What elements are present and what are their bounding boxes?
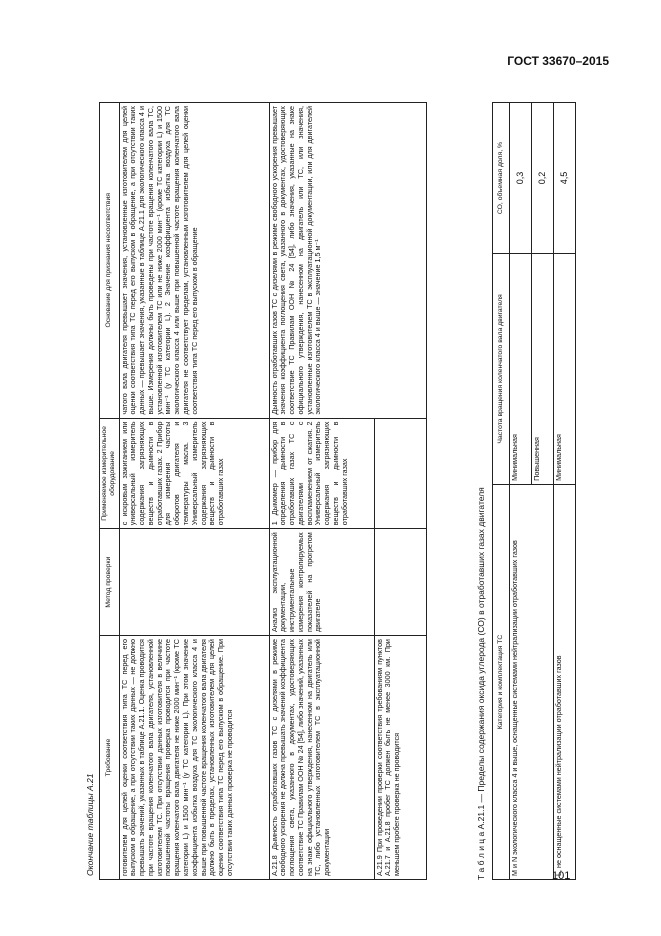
cell-method	[119, 529, 269, 636]
cell-nonconformity: чатого вала двигателя превышает значения, установленные изготовителем для целей оценки соответствия типа ТС перед его выпуском в обращение, а при отсутствии таких данных — превышает значения, указанные в таблице А.21.1 для экологического класса 4 и выше. Измерения должны быть проведены при частоте вращения коленчатого вала ТС, установленной изготовителем ТС или не ниже 2000 мин⁻¹ (кроме ТС категории L) и 1500 мин⁻¹ (у ТС категории L). 2 Значение коэффициента избытка воздуха для ТС экологического класса 4 или выше при повышенной частоте вращения коленчатого вала двигателя не соответствует пределам, установленным изготовителем для целей оценки соответствия типа ТС перед его выпуском в обращение	[119, 103, 269, 419]
table-continuation-label: Окончание таблицы А.21	[85, 773, 95, 876]
cell-nonconformity: Дымность отработавших газов ТС с дизелями в режиме свободного ускорения превышает значения коэффициента поглощения света, указанного в документах, удостоверяющих соответствие ТС Правилам ООН № 24 [54], либо значения, указанные на знаке официального утверждения, нанесенном на двигатель или ТС, или значения, установленные изготовителем ТС в эксплуатационной документации, или для двигателей экологического класса 4 и выше — значение 1,5 м⁻¹	[269, 103, 426, 419]
cell-method: Анализ эксплуатационной документации, инструментальные измерения контролируемых показателей на прогретом двигателе	[269, 529, 374, 636]
standard-designation: ГОСТ 33670–2015	[507, 54, 609, 68]
table-a21	[99, 102, 427, 880]
cell-equipment	[374, 418, 426, 529]
cell-speed: Повышенная	[532, 254, 554, 485]
page-number: 101	[552, 870, 571, 882]
cell-speed: Минимальная	[510, 254, 532, 485]
cell-category: L, не оснащенные системами нейтрализации отработавших газов	[554, 484, 576, 879]
header-category: Категория и комплектация ТС	[493, 484, 510, 879]
table-row	[269, 103, 374, 880]
table-caption: Т а б л и ц а А.21.1 — Пределы содержания оксида углерода (СО) в отработавших газах двигателя	[476, 487, 486, 880]
cell-requirement: А.21.8 Дымность отработавших газов ТС с дизелями в режиме свободного ускорения не должна превышать значений коэффициента поглощения света, указанного в документах, удостоверяющих соответствие ТС Правилам ООН № 24 [54], либо значений, указанных на знаке официального утверждения, нанесенном на двигатель или ТС, либо установленных изготовителем ТС в эксплуатационной документации	[269, 636, 374, 880]
table-row	[554, 103, 576, 880]
cell-equipment: 1 Дымомер — прибор для определения дымности в отработавших газах ТС с двигателями с воспламенением от сжатия. 2 Универсальный измеритель содержания загрязняющих веществ и дымности в отработавших газах	[269, 418, 374, 529]
cell-co: 0,3	[510, 103, 532, 254]
header-requirement: Требование	[100, 636, 120, 880]
cell-co: 0,2	[532, 103, 554, 254]
table-row	[510, 103, 532, 880]
header-co: СО, объемная доля, %	[493, 103, 510, 254]
header-method: Метод проверки	[100, 529, 120, 636]
table-header-row	[100, 103, 120, 880]
cell-method	[374, 529, 426, 636]
rotated-content	[85, 98, 570, 880]
cell-requirement: А.21.9 При проведении проверки соответствия требованиям пунктов А.21.7 и А.21.8 пробег ТС должен быть не менее 3000 км. При меньшем пробеге проверка не проводится	[374, 636, 426, 880]
cell-co: 4,5	[554, 103, 576, 254]
header-speed: Частота вращения коленчатого вала двигателя	[493, 254, 510, 485]
header-nonconformity: Основание для признания несоответствия	[100, 103, 120, 419]
cell-category: M и N экологического класса 4 и выше, оснащенные системами нейтрализации отработавших газов	[510, 484, 554, 879]
cell-requirement: готовителем для целей оценки соответствия типа ТС перед его выпуском в обращение, а при отсутствии таких данных — не должно превышать значений, указанных в таблице А.21.1. Оценка проводится при частоте вращения коленчатого вала двигателя, установленной изготовителем ТС. При отсутствии данных изготовителя в величине повышенной частоты вращения проверка проводится при частоте вращения коленчатого вала двигателя не ниже 2000 мин⁻¹ (кроме ТС категории L) и 1500 мин⁻¹ (у ТС категории L). При этом значение коэффициента избытка воздуха для ТС экологического класса 4 и выше при повышенной частоте вращения коленчатого вала двигателя должно быть в пределах, установленных изготовителем для целей оценки соответствия типа ТС перед его выпуском в обращение. При отсутствии таких данных проверка не проводится	[119, 636, 269, 880]
table-header-row	[493, 103, 510, 880]
table-row	[119, 103, 269, 880]
header-equipment: Применяемое измерительное оборудование	[100, 418, 120, 529]
cell-equipment: с искровым зажиганием или универсальный измеритель содержания загрязняющих веществ и дымности в отработавших газах. 2 Прибор для измерения частоты оборотов двигателя и температуры масла. 3 Универсальный измеритель содержания загрязняющих веществ и дымности в отработавших газах	[119, 418, 269, 529]
cell-speed: Минимальная	[554, 254, 576, 485]
table-a211	[492, 102, 576, 880]
